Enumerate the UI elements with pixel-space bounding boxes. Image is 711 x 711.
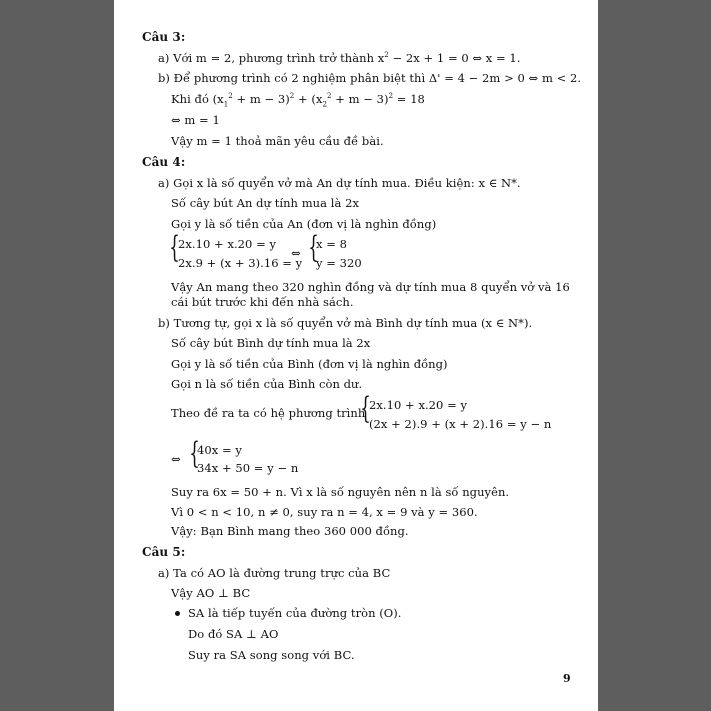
document-page xyxy=(114,0,598,711)
cau5-heading: Câu 5: xyxy=(142,545,186,559)
cau5-bullet-text: SA là tiếp tuyến của đường tròn (O). xyxy=(188,606,402,620)
cau4-part-a-line2: Số cây bút An dự tính mua là 2x xyxy=(171,196,359,210)
cau3-part-b-line2: Khi đó $(x_1^2 + m - 3)^2 + (x_2^2 + m - 3)^2 = 18$ xyxy=(171,92,425,109)
cau4-part-b-line2: Số cây bút Bình dự tính mua là 2x xyxy=(171,336,371,350)
system3-equivalence: ⇔ xyxy=(171,452,181,466)
system3-brace: { xyxy=(189,436,200,471)
cau5-part-a-line2: Vậy AO ⊥ BC xyxy=(171,586,251,600)
cau4-part-a-line1: a) Gọi x là số quyển vở mà An dự tính mua. Điều kiện: x ∈ N*. xyxy=(158,176,521,190)
cau5-part-a-line5: Suy ra SA song song với BC. xyxy=(188,648,355,662)
page-number: 9 xyxy=(563,672,571,685)
system2-brace: { xyxy=(360,391,371,426)
cau4-part-b-line1: b) Tương tự, gọi x là số quyển vở mà Bình dự tính mua (x ∈ N*). xyxy=(158,316,533,330)
cau3-part-b-line4: Vậy m = 1 thoả mãn yêu cầu đề bài. xyxy=(171,134,384,148)
cau3-part-b-line3: ⇔ m = 1 xyxy=(171,113,220,127)
cau4-part-a-line3: Gọi y là số tiền của An (đơn vị là nghìn đồng) xyxy=(171,217,437,231)
cau4-part-b-line5: Theo đề ra ta có hệ phương trình xyxy=(171,406,366,420)
cau4-part-b-line8: Vậy: Bạn Bình mang theo 360 000 đồng. xyxy=(171,524,409,538)
cau3-part-b-line1: b) Để phương trình có 2 nghiệm phân biệt thì Δ' = 4 − 2m > 0 ⇔ m < 2. xyxy=(158,71,582,85)
right-margin-background xyxy=(598,0,711,711)
system1-left-brace: { xyxy=(169,230,180,265)
cau4-part-b-line7: Vì 0 < n < 10, n ≠ 0, suy ra n = 4, x = 9 và y = 360. xyxy=(171,505,478,519)
system2-eq1: 2x.10 + x.20 = y xyxy=(369,398,468,412)
system3-eq1: 40x = y xyxy=(197,443,242,457)
cau4-part-b-line4: Gọi n là số tiền của Bình còn dư. xyxy=(171,377,363,391)
system1-right-brace: { xyxy=(308,230,319,265)
cau4-part-a-line4: Vậy An mang theo 320 nghìn đồng và dự tính mua 8 quyển vở và 16 xyxy=(171,280,570,294)
cau4-part-b-line6: Suy ra 6x = 50 + n. Vì x là số nguyên nên n là số nguyên. xyxy=(171,485,510,499)
cau4-heading: Câu 4: xyxy=(142,155,186,169)
left-margin-background xyxy=(0,0,114,711)
system3-eq2: 34x + 50 = y − n xyxy=(197,461,299,475)
system2-eq2: (2x + 2).9 + (x + 2).16 = y − n xyxy=(369,417,552,431)
cau4-part-a-line5: cái bút trước khi đến nhà sách. xyxy=(171,295,354,309)
cau5-part-a-line1: a) Ta có AO là đường trung trực của BC xyxy=(158,566,391,580)
cau4-part-b-line3: Gọi y là số tiền của Bình (đơn vị là nghìn đồng) xyxy=(171,357,448,371)
cau3-heading: Câu 3: xyxy=(142,30,186,44)
system1-solution-x: x = 8 xyxy=(316,237,347,251)
bullet-icon xyxy=(175,611,180,616)
cau3-part-a: a) Với m = 2, phương trình trở thành $x^2 - 2x + 1 = 0$ ⇔ x = 1. xyxy=(158,51,521,65)
system1-eq2: 2x.9 + (x + 3).16 = y xyxy=(178,256,303,270)
system1-solution-y: y = 320 xyxy=(316,256,362,270)
cau5-part-a-line4: Do đó SA ⊥ AO xyxy=(188,627,279,641)
system1-equivalence: ⇔ xyxy=(291,246,301,260)
system1-eq1: 2x.10 + x.20 = y xyxy=(178,237,277,251)
